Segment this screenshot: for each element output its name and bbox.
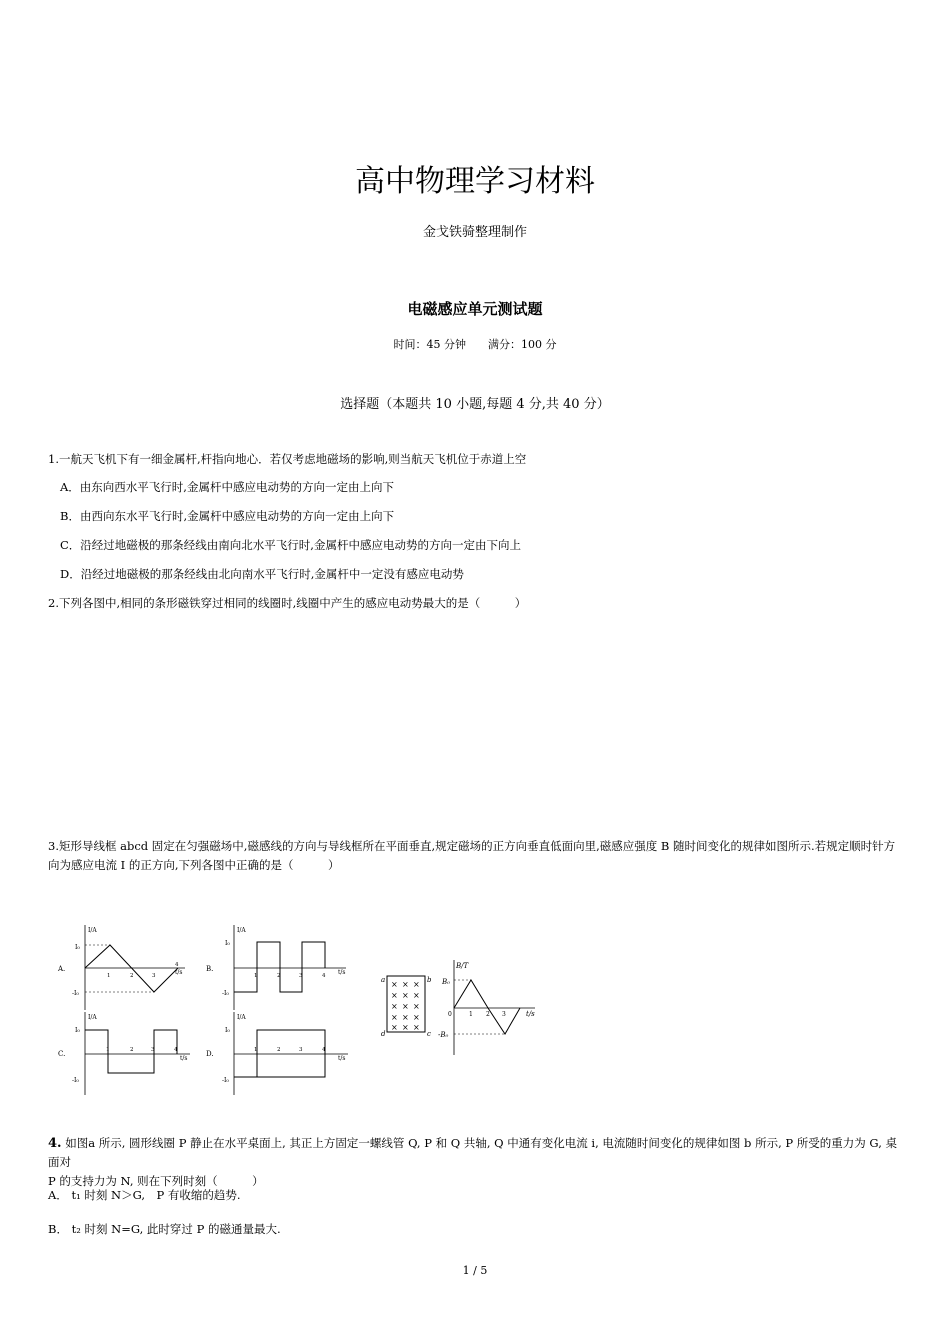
svg-text:c: c bbox=[427, 1030, 431, 1038]
svg-text:3: 3 bbox=[299, 1047, 303, 1053]
svg-text:3: 3 bbox=[152, 973, 156, 979]
svg-text:b: b bbox=[427, 976, 432, 984]
question-2-stem: 2.下列各图中,相同的条形磁铁穿过相同的线圈时,线圈中产生的感应电动势最大的是（ ） bbox=[48, 596, 527, 610]
question-3-stem-line-1: 3.矩形导线框 abcd 固定在匀强磁场中,磁感线的方向与导线框所在平面垂直,规定磁场的正方向垂直低面向里,磁感应强度 B 随时间变化的规律如图所示.若规定顺时针方 bbox=[48, 839, 896, 853]
question-3-figure bbox=[50, 920, 550, 1100]
svg-text:2: 2 bbox=[130, 1047, 134, 1053]
svg-text:D.: D. bbox=[206, 1050, 214, 1058]
svg-text:0: 0 bbox=[448, 1011, 452, 1018]
svg-text:1: 1 bbox=[254, 973, 258, 979]
svg-text:×: × bbox=[402, 1023, 409, 1032]
b-t-graph bbox=[438, 960, 535, 1055]
question-4-number: 4. bbox=[48, 1136, 62, 1151]
svg-text:4: 4 bbox=[322, 973, 326, 979]
svg-text:×: × bbox=[413, 1023, 420, 1032]
graph-a bbox=[57, 925, 185, 1010]
svg-text:I/A: I/A bbox=[88, 1014, 97, 1021]
question-4-stem bbox=[48, 1134, 908, 1191]
svg-text:4: 4 bbox=[174, 1047, 178, 1053]
svg-text:4: 4 bbox=[175, 962, 179, 968]
document-header-title: 高中物理学习材料 bbox=[355, 164, 595, 199]
svg-text:4: 4 bbox=[322, 1047, 326, 1053]
svg-text:I₀: I₀ bbox=[225, 1027, 230, 1034]
exam-time-info: 时间：45 分钟 满分：100 分 bbox=[393, 338, 557, 351]
svg-text:I₀: I₀ bbox=[75, 1027, 80, 1034]
svg-text:×: × bbox=[402, 1002, 409, 1011]
svg-text:t/s: t/s bbox=[338, 1055, 346, 1062]
svg-text:×: × bbox=[391, 991, 398, 1000]
graph-c bbox=[58, 1012, 190, 1095]
svg-text:1: 1 bbox=[107, 973, 111, 979]
svg-text:3: 3 bbox=[299, 973, 303, 979]
graph-b bbox=[206, 925, 346, 1010]
svg-text:×: × bbox=[402, 991, 409, 1000]
svg-text:×: × bbox=[391, 1023, 398, 1032]
svg-text:3: 3 bbox=[502, 1011, 506, 1018]
question-1-option-b: B．由西向东水平飞行时,金属杆中感应电动势的方向一定由上向下 bbox=[60, 509, 395, 523]
graph-d bbox=[206, 1012, 348, 1095]
svg-text:-B₀: -B₀ bbox=[438, 1031, 449, 1039]
svg-text:1: 1 bbox=[254, 1047, 258, 1053]
svg-text:t/s: t/s bbox=[175, 969, 183, 976]
question-1-option-a: A．由东向西水平飞行时,金属杆中感应电动势的方向一定由上向下 bbox=[60, 480, 394, 494]
svg-text:1: 1 bbox=[106, 1047, 110, 1053]
svg-text:×: × bbox=[413, 1013, 420, 1022]
svg-text:-I₀: -I₀ bbox=[222, 990, 229, 997]
svg-text:B₀: B₀ bbox=[442, 978, 450, 986]
svg-text:-I₀: -I₀ bbox=[222, 1077, 229, 1084]
svg-text:×: × bbox=[402, 980, 409, 989]
svg-text:I₀: I₀ bbox=[75, 944, 80, 951]
question-1-stem: 1.一航天飞机下有一细金属杆,杆指向地心．若仅考虑地磁场的影响,则当航天飞机位于赤道上空 bbox=[48, 452, 527, 466]
question-4-option-a: A． t₁ 时刻 N＞G, P 有收缩的趋势. bbox=[48, 1188, 241, 1202]
svg-text:-I₀: -I₀ bbox=[72, 990, 79, 997]
svg-text:a: a bbox=[381, 976, 386, 984]
svg-text:A.: A. bbox=[58, 965, 66, 973]
svg-text:B.: B. bbox=[206, 965, 214, 973]
wire-frame-abcd bbox=[381, 976, 432, 1038]
question-3-stem bbox=[48, 837, 908, 875]
question-4-option-b: B． t₂ 时刻 N=G, 此时穿过 P 的磁通量最大. bbox=[48, 1222, 281, 1236]
svg-text:t/s: t/s bbox=[338, 969, 346, 976]
question-1-option-d: D．沿经过地磁极的那条经线由北向南水平飞行时,金属杆中一定没有感应电动势 bbox=[60, 567, 464, 581]
page-number: 1 / 5 bbox=[462, 1264, 488, 1277]
svg-text:C.: C. bbox=[58, 1050, 66, 1058]
svg-text:I/A: I/A bbox=[88, 927, 97, 934]
document-header-subtitle: 金戈铁骑整理制作 bbox=[422, 225, 527, 240]
svg-text:t/s: t/s bbox=[180, 1055, 188, 1062]
exam-title: 电磁感应单元测试题 bbox=[407, 300, 543, 318]
svg-text:×: × bbox=[391, 1013, 398, 1022]
svg-text:I₀: I₀ bbox=[225, 940, 230, 947]
svg-text:d: d bbox=[381, 1030, 386, 1038]
svg-text:3: 3 bbox=[151, 1047, 155, 1053]
svg-text:2: 2 bbox=[277, 1047, 281, 1053]
svg-text:B/T: B/T bbox=[456, 962, 469, 970]
svg-text:2: 2 bbox=[277, 973, 281, 979]
svg-text:2: 2 bbox=[486, 1011, 490, 1018]
svg-text:I/A: I/A bbox=[237, 927, 246, 934]
svg-text:×: × bbox=[402, 1013, 409, 1022]
question-4-stem-line-1: 如图a 所示, 圆形线圈 P 静止在水平桌面上, 其正上方固定一螺线管 Q, P 和 Q 共轴, Q 中通有变化电流 i, 电流随时间变化的规律如图 b 所示, P 所受的重力为 G, 桌面对 bbox=[48, 1136, 898, 1169]
svg-text:t/s: t/s bbox=[526, 1010, 535, 1018]
svg-text:×: × bbox=[413, 1002, 420, 1011]
question-1-option-c: C．沿经过地磁极的那条经线由南向北水平飞行时,金属杆中感应电动势的方向一定由下向上 bbox=[60, 538, 521, 552]
svg-text:I/A: I/A bbox=[237, 1014, 246, 1021]
section-heading: 选择题（本题共 10 小题,每题 4 分,共 40 分） bbox=[340, 397, 610, 412]
svg-text:-I₀: -I₀ bbox=[72, 1077, 79, 1084]
svg-text:1: 1 bbox=[469, 1011, 473, 1018]
question-3-stem-line-2: 向为感应电流 I 的正方向,下列各图中正确的是（ ） bbox=[48, 858, 340, 872]
svg-text:2: 2 bbox=[130, 973, 134, 979]
svg-text:×: × bbox=[413, 991, 420, 1000]
svg-text:×: × bbox=[391, 1002, 398, 1011]
svg-text:×: × bbox=[391, 980, 398, 989]
question-4-stem-line-2: P 的支持力为 N, 则在下列时刻（ ） bbox=[48, 1174, 264, 1188]
svg-text:×: × bbox=[413, 980, 420, 989]
